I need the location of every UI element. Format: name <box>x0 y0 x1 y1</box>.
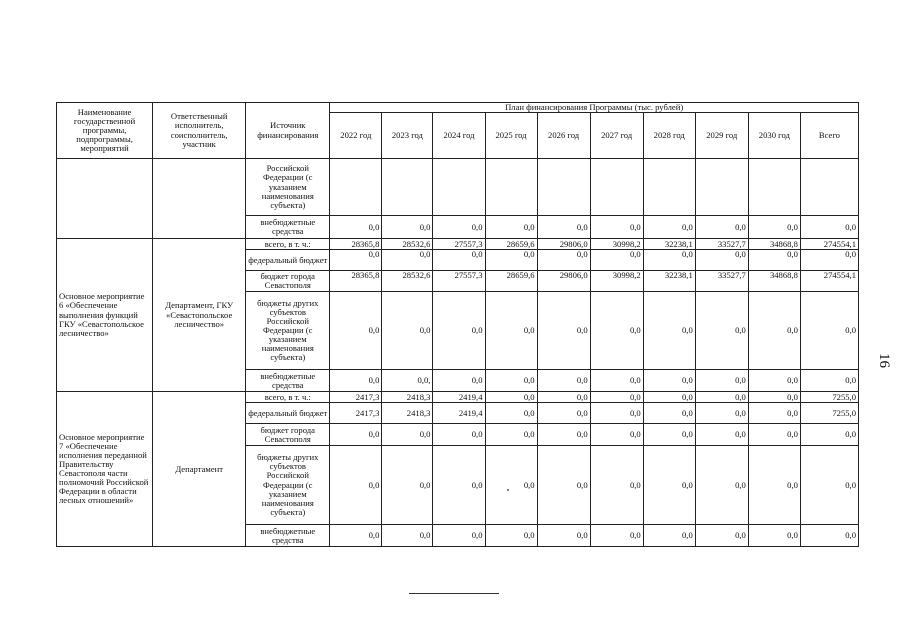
value-cell: 0,0 <box>695 446 748 525</box>
header-year: 2025 год <box>485 113 537 159</box>
value-cell: 34868,8 <box>748 239 800 250</box>
header-source: Источник финансирования <box>246 103 330 159</box>
source-cell: всего, в т. ч.: <box>246 392 330 403</box>
value-cell: 0,0 <box>433 216 485 239</box>
value-cell: 0,0 <box>330 370 382 392</box>
value-cell: 0,0 <box>537 424 590 446</box>
value-cell: 28659,6 <box>485 271 537 292</box>
source-cell: внебюджетные средства <box>246 525 330 547</box>
value-cell: 0,0 <box>485 292 537 370</box>
value-cell: 0,0 <box>330 292 382 370</box>
value-cell: 0,0 <box>433 292 485 370</box>
source-cell: бюджеты других субъектов Российской Федерации (с указанием наименования субъекта) <box>246 292 330 370</box>
value-cell: 0,0 <box>433 250 485 271</box>
value-cell: 2418,3 <box>382 392 433 403</box>
value-cell: 2418,3 <box>382 403 433 424</box>
value-cell: 0,0 <box>643 525 695 547</box>
header-year: 2024 год <box>433 113 485 159</box>
value-cell: 0,0 <box>800 250 858 271</box>
value-cell: 0,0 <box>695 525 748 547</box>
value-cell: 0,0 <box>485 250 537 271</box>
value-cell: 0,0 <box>748 392 800 403</box>
value-cell: 0,0 <box>590 250 643 271</box>
value-cell: 0,0 <box>643 292 695 370</box>
value-cell: 0,0 <box>537 292 590 370</box>
value-cell: 0,0 <box>537 250 590 271</box>
value-cell: 7255,0 <box>800 392 858 403</box>
value-cell: 0,0 <box>537 392 590 403</box>
value-cell: 0,0 <box>590 392 643 403</box>
value-cell: 0,0 <box>748 424 800 446</box>
value-cell: 0,0 <box>695 403 748 424</box>
value-cell: 0,0 <box>800 292 858 370</box>
value-cell: 0,0 <box>695 392 748 403</box>
value-cell: 0,0 <box>643 392 695 403</box>
value-cell: 0,0 <box>537 403 590 424</box>
value-cell: 28659,6 <box>485 239 537 250</box>
value-cell: 2419,4 <box>433 403 485 424</box>
value-cell: 0,0 <box>695 370 748 392</box>
value-cell: 32238,1 <box>643 239 695 250</box>
header-executor: Ответственный исполнитель, соисполнитель, участник <box>153 103 246 159</box>
value-cell: 0,0 <box>330 250 382 271</box>
value-cell: 0,0 <box>330 446 382 525</box>
header-year: 2027 год <box>590 113 643 159</box>
measure-6-executor: Департамент, ГКУ «Севастопольское лесничество» <box>153 239 246 392</box>
header-plan-title: План финансирования Программы (тыс. рублей) <box>330 103 859 113</box>
value-cell: 0,0 <box>485 370 537 392</box>
value-cell: 29806,0 <box>537 271 590 292</box>
financing-table <box>56 102 859 547</box>
value-cell: 0,0 <box>485 216 537 239</box>
header-name: Наименование государственной программы, подпрограммы, мероприятий <box>57 103 153 159</box>
value-cell: 0,0 <box>643 216 695 239</box>
value-cell: 274554,1 <box>800 271 858 292</box>
value-cell: 0,0 <box>800 424 858 446</box>
value-cell: 0,0 <box>748 216 800 239</box>
source-cell: Российской Федерации (с указанием наименования субъекта) <box>246 159 330 216</box>
value-cell: 30998,2 <box>590 271 643 292</box>
header-year: 2023 год <box>382 113 433 159</box>
value-cell: 34868,8 <box>748 271 800 292</box>
header-year: 2028 год <box>643 113 695 159</box>
value-cell: 0,0 <box>485 424 537 446</box>
page-number: 16 <box>876 353 892 368</box>
value-cell: 0,0 <box>382 216 433 239</box>
table-row <box>57 392 859 403</box>
value-cell: 0,0 <box>485 392 537 403</box>
value-cell: 0,0 <box>748 525 800 547</box>
header-year: 2026 год <box>537 113 590 159</box>
value-cell: 0,0 <box>485 525 537 547</box>
value-cell: 0,0 <box>537 525 590 547</box>
value-cell: 28532,6 <box>382 271 433 292</box>
source-cell: федеральный бюджет <box>246 403 330 424</box>
value-cell: 0,0 <box>695 424 748 446</box>
value-cell: 0,0 <box>590 446 643 525</box>
value-cell: 0,0 <box>748 250 800 271</box>
value-cell: 2419,4 <box>433 392 485 403</box>
header-row-1 <box>57 103 859 113</box>
source-cell: всего, в т. ч.: <box>246 239 330 250</box>
value-cell: 0,0 <box>382 292 433 370</box>
source-cell: бюджет города Севастополя <box>246 424 330 446</box>
footer-divider <box>409 593 499 594</box>
value-cell: 28365,8 <box>330 271 382 292</box>
value-cell: 0,0 <box>590 216 643 239</box>
header-year: 2029 год <box>695 113 748 159</box>
value-cell: 33527,7 <box>695 271 748 292</box>
header-total: Всего <box>800 113 858 159</box>
value-cell: 27557,3 <box>433 239 485 250</box>
value-cell: 0,0 <box>748 292 800 370</box>
value-cell: 0,0 <box>537 216 590 239</box>
value-cell: 0,0 <box>590 424 643 446</box>
measure-7-executor: Департамент <box>153 392 246 547</box>
value-cell: 0,0 <box>382 424 433 446</box>
value-cell: 0,0 <box>748 403 800 424</box>
source-cell: бюджеты других субъектов Российской Федерации (с указанием наименования субъекта) <box>246 446 330 525</box>
value-cell: 0,0 <box>643 424 695 446</box>
value-cell: 0,0 <box>537 370 590 392</box>
value-cell: 33527,7 <box>695 239 748 250</box>
value-cell: 0,0 <box>433 370 485 392</box>
source-cell: внебюджетные средства <box>246 370 330 392</box>
value-cell: 0,0 <box>382 525 433 547</box>
value-cell: 32238,1 <box>643 271 695 292</box>
measure-7-name: Основное мероприятие 7 «Обеспечение исполнения переданной Правительству Севастополя части полномочий Российской Федерации в области лесных отношений» <box>57 392 153 547</box>
value-cell: 0,0 <box>433 525 485 547</box>
value-cell: 0,0 <box>590 370 643 392</box>
value-cell: 2417,3 <box>330 403 382 424</box>
source-cell: бюджет города Севастополя <box>246 271 330 292</box>
value-cell: 0,0 <box>800 370 858 392</box>
value-cell: 0,0 <box>800 446 858 525</box>
value-cell: 27557,3 <box>433 271 485 292</box>
value-cell: 0,0 <box>382 250 433 271</box>
value-cell: 274554,1 <box>800 239 858 250</box>
value-cell: 0,0 <box>695 292 748 370</box>
table-row <box>57 239 859 250</box>
value-cell: 29806,0 <box>537 239 590 250</box>
value-cell: 0,0 <box>590 403 643 424</box>
value-cell: 0,0 <box>330 424 382 446</box>
value-cell: 0,0 <box>800 525 858 547</box>
value-cell: 0,0 <box>695 216 748 239</box>
value-cell: 0,0 <box>382 446 433 525</box>
source-cell: внебюджетные средства <box>246 216 330 239</box>
value-cell: 2417,3 <box>330 392 382 403</box>
value-cell: 28365,8 <box>330 239 382 250</box>
header-year: 2030 год <box>748 113 800 159</box>
value-cell: 0,0 <box>748 446 800 525</box>
value-cell: 0,0 <box>590 525 643 547</box>
value-cell: 0,0 <box>537 446 590 525</box>
value-cell: 0,0 <box>643 403 695 424</box>
value-cell: 0,0 <box>748 370 800 392</box>
value-cell: 0,0 <box>643 446 695 525</box>
value-cell: 0,0 <box>433 424 485 446</box>
value-cell: 0,0 <box>485 403 537 424</box>
value-cell: 0,0 <box>643 250 695 271</box>
value-cell: 0,0 <box>330 216 382 239</box>
value-cell: 0,0 <box>643 370 695 392</box>
value-cell: 0,0 <box>590 292 643 370</box>
measure-6-name: Основное мероприятие 6 «Обеспечение выполнения функций ГКУ «Севастопольское лесничество» <box>57 239 153 392</box>
value-cell: 0,0 <box>800 216 858 239</box>
value-cell: 0,0 <box>695 250 748 271</box>
value-cell: 0,0 <box>433 446 485 525</box>
source-cell: федеральный бюджет <box>246 250 330 271</box>
value-cell: 0,0 <box>485 446 537 525</box>
value-cell: 28532,6 <box>382 239 433 250</box>
value-cell: 7255,0 <box>800 403 858 424</box>
scan-speck <box>507 489 509 491</box>
value-cell: 30998,2 <box>590 239 643 250</box>
table-row <box>57 159 859 216</box>
value-cell: 0,0 <box>330 525 382 547</box>
header-year: 2022 год <box>330 113 382 159</box>
value-cell: 0,0, <box>382 370 433 392</box>
